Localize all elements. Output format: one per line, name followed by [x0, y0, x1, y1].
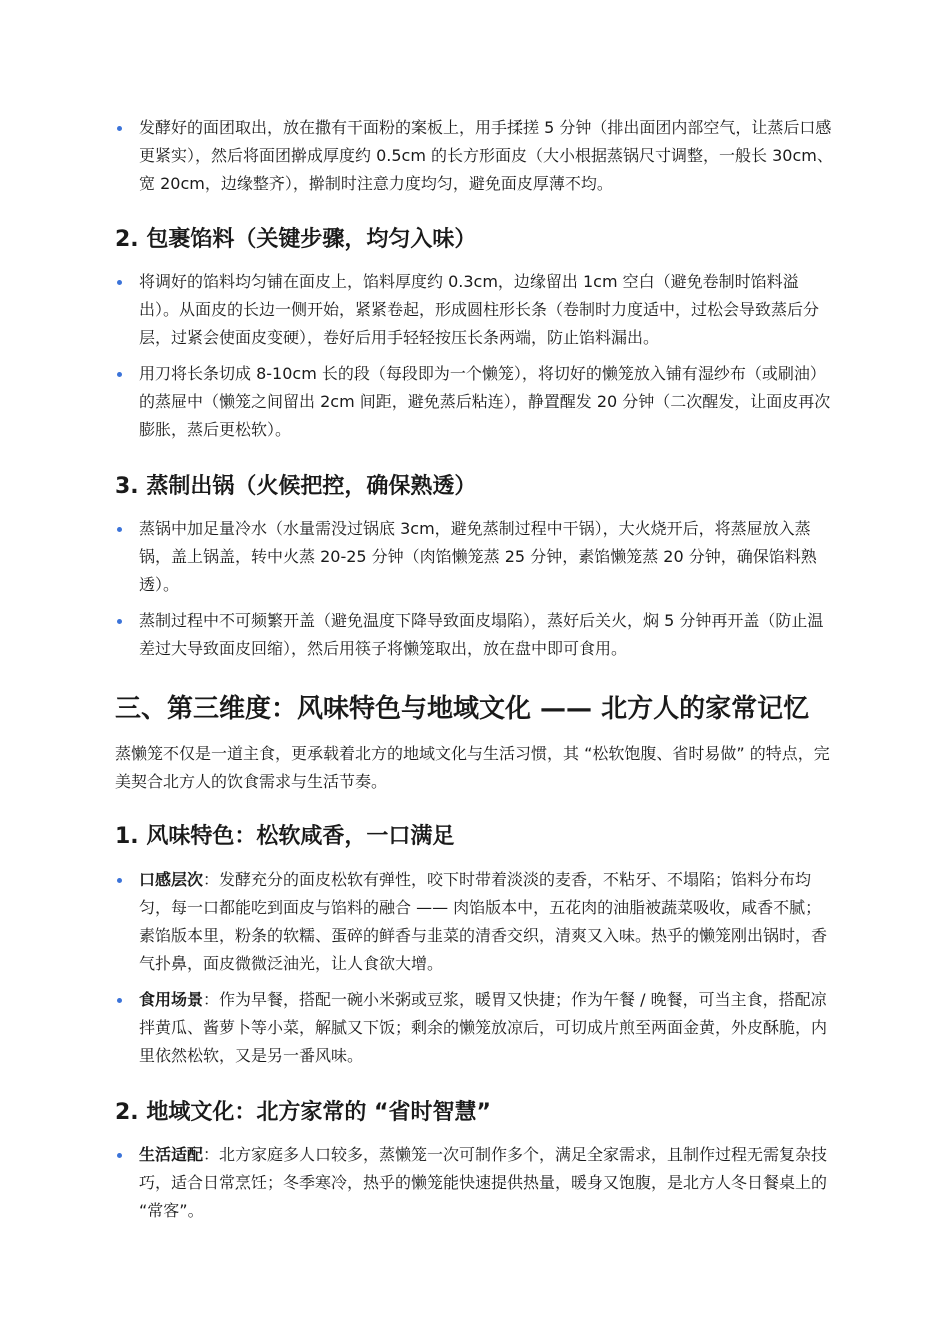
section-title: 2. 包裹馅料（关键步骤，均匀入味） [115, 227, 477, 252]
prev-section-list [115, 114, 835, 198]
list-item: 生活适配：北方家庭多人口较多，蒸懒笼一次可制作多个，满足全家需求，且制作过程无需复杂技巧，适合日常烹饪；冬季寒冷，热乎的懒笼能快速提供热量，暖身又饱腹，是北方人冬日餐桌上的 “常客”。 [115, 1141, 835, 1225]
list-item: 用刀将长条切成 8-10cm 长的段（每段即为一个懒笼），将切好的懒笼放入铺有湿纱布（或刷油）的蒸屉中（懒笼之间留出 2cm 间距，避免蒸后粘连），静置醒发 20 分钟（二次醒发，让面皮再次膨胀，蒸后更松软）。 [115, 360, 835, 444]
section-title: 3. 蒸制出锅（火候把控，确保熟透） [115, 474, 477, 499]
section-title: 2. 地域文化：北方家常的 “省时智慧” [115, 1100, 491, 1125]
bullet-icon [117, 280, 122, 285]
chapter-intro [115, 740, 835, 796]
bullet-icon [117, 998, 122, 1003]
intro-paragraph: 蒸懒笼不仅是一道主食，更承载着北方的地域文化与生活习惯，其 “松软饱腹、省时易做” 的特点，完美契合北方人的饮食需求与生活节奏。 [115, 744, 830, 791]
list-item: 口感层次：发酵充分的面皮松软有弹性，咬下时带着淡淡的麦香，不粘牙、不塌陷；馅料分布均匀，每一口都能吃到面皮与馅料的融合 —— 肉馅版本中，五花肉的油脂被蔬菜吸收，咸香不腻；素馅版本里，粉条的软糯、蛋碎的鲜香与韭菜的清香交织，清爽又入味。热乎的懒笼刚出锅时，香气扑鼻，面皮微微泛油光，让人食欲大增。 [115, 866, 835, 978]
chapter-heading [115, 692, 845, 726]
list-item: 发酵好的面团取出，放在撒有干面粉的案板上，用手揉搓 5 分钟（排出面团内部空气，让蒸后口感更紧实），然后将面团擀成厚度约 0.5cm 的长方形面皮（大小根据蒸锅尺寸调整，一般长 30cm、宽 20cm，边缘整齐），擀制时注意力度均匀，避免面皮厚薄不均。 [115, 114, 835, 198]
list-item: 蒸制过程中不可频繁开盖（避免温度下降导致面皮塌陷），蒸好后关火，焖 5 分钟再开盖（防止温差过大导致面皮回缩），然后用筷子将懒笼取出，放在盘中即可食用。 [115, 607, 835, 663]
bullet-icon [117, 1153, 122, 1158]
item-label: 口感层次 [139, 870, 204, 889]
list-item: 蒸锅中加足量冷水（水量需没过锅底 3cm，避免蒸制过程中干锅），大火烧开后，将蒸屉放入蒸锅，盖上锅盖，转中火蒸 20-25 分钟（肉馅懒笼蒸 25 分钟，素馅懒笼蒸 20 分钟，确保馅料熟透）。 [115, 515, 835, 599]
bullet-icon [117, 126, 122, 131]
bullet-icon [117, 372, 122, 377]
bullet-icon [117, 527, 122, 532]
steam-section-list [115, 515, 835, 663]
bullet-icon [117, 878, 122, 883]
culture-section-list [115, 1141, 835, 1225]
list-item: 将调好的馅料均匀铺在面皮上，馅料厚度约 0.3cm，边缘留出 1cm 空白（避免卷制时馅料溢出）。从面皮的长边一侧开始，紧紧卷起，形成圆柱形长条（卷制时力度适中，过松会导致蒸后分层，过紧会使面皮变硬），卷好后用手轻轻按压长条两端，防止馅料漏出。 [115, 268, 835, 352]
item-label: 食用场景 [139, 990, 204, 1009]
chapter-title: 三、第三维度：风味特色与地域文化 —— 北方人的家常记忆 [115, 694, 810, 724]
flavor-section-list [115, 866, 835, 1070]
section-heading-flavor [115, 822, 835, 852]
section-heading-steam [115, 472, 835, 502]
item-label: 生活适配 [139, 1145, 204, 1164]
section-heading-culture [115, 1098, 835, 1128]
section-title: 1. 风味特色：松软咸香，一口满足 [115, 824, 455, 849]
bullet-icon [117, 619, 122, 624]
wrap-section-list [115, 268, 835, 444]
section-heading-wrap [115, 225, 835, 255]
list-item: 食用场景：作为早餐，搭配一碗小米粥或豆浆，暖胃又快捷；作为午餐 / 晚餐，可当主食，搭配凉拌黄瓜、酱萝卜等小菜，解腻又下饭；剩余的懒笼放凉后，可切成片煎至两面金黄，外皮酥脆，内里依然松软，又是另一番风味。 [115, 986, 835, 1070]
